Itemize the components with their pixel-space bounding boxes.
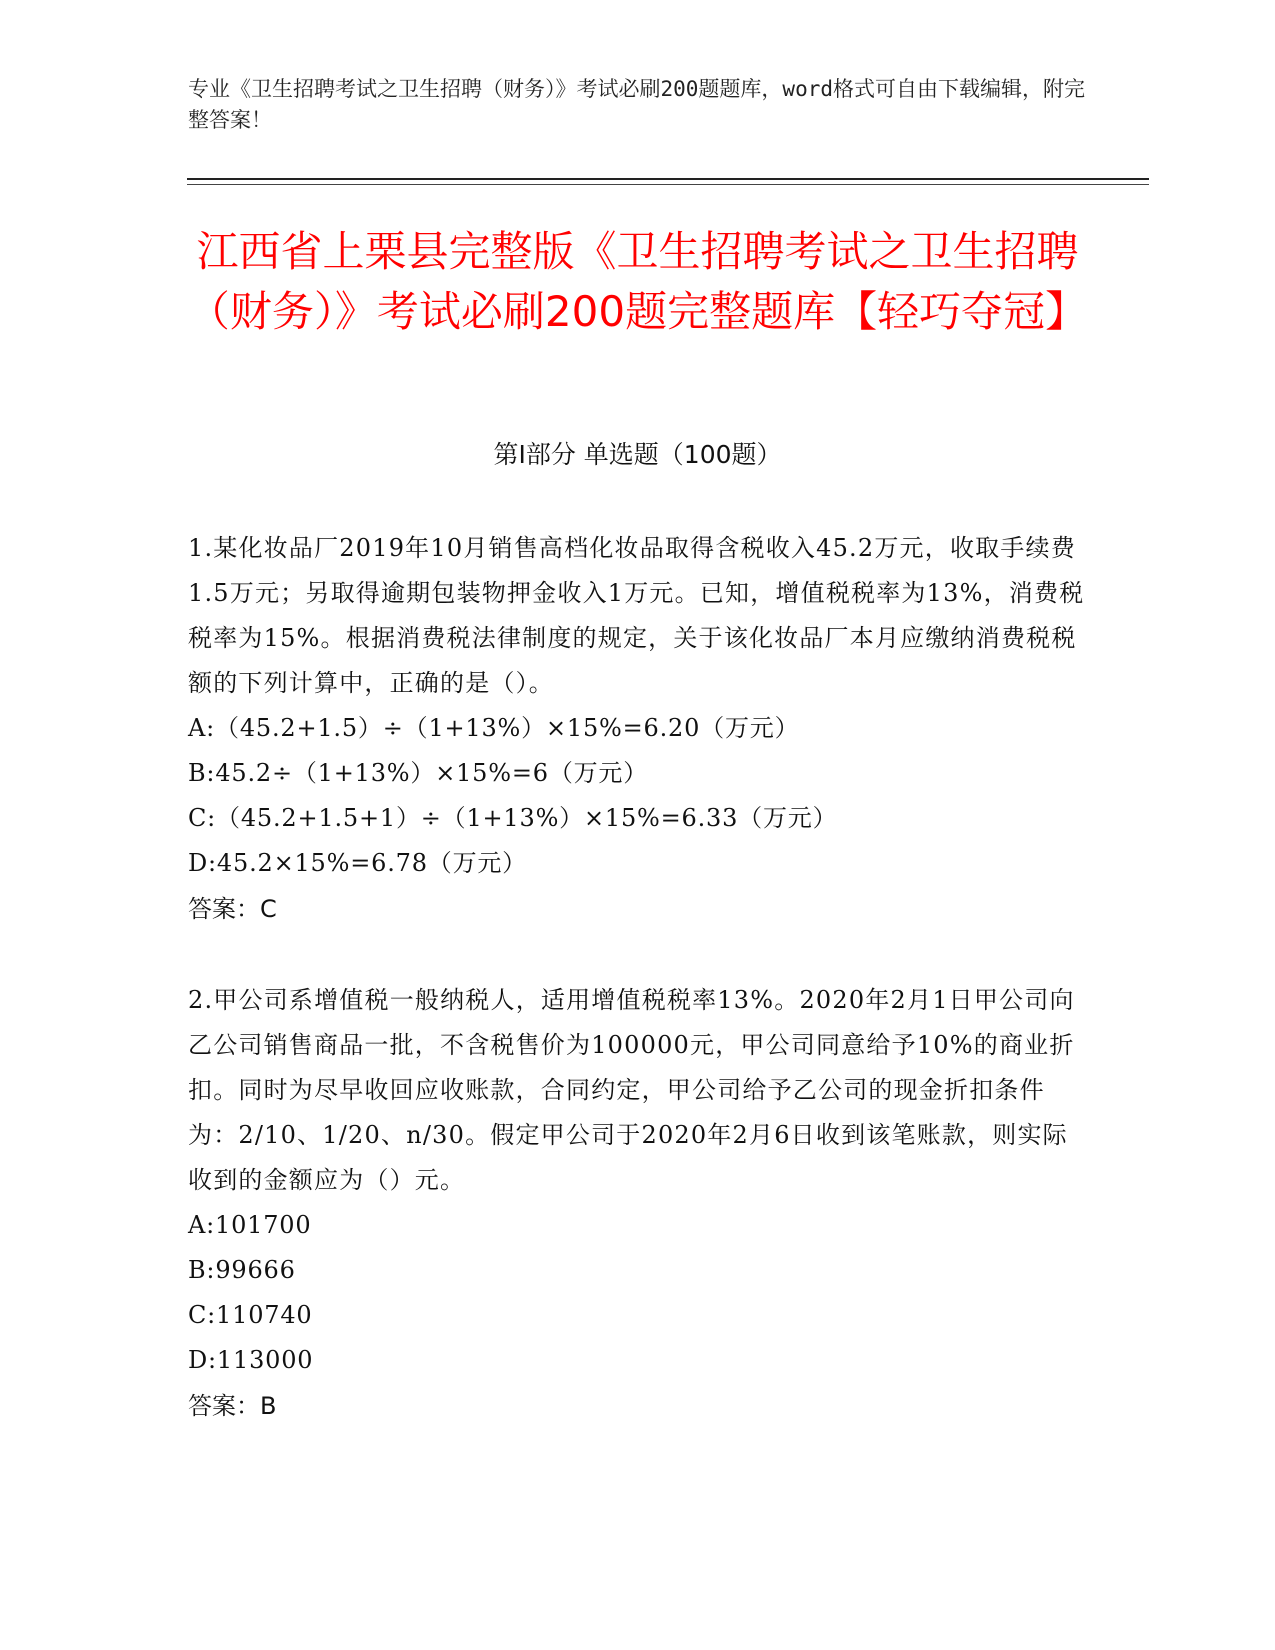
- section-title: 第I部分 单选题（100题）: [493, 440, 782, 469]
- option-b: B:99666: [188, 1256, 296, 1284]
- option-a: A:（45.2+1.5）÷（1+13%）×15%=6.20（万元）: [188, 714, 800, 742]
- document-title: 江西省上栗县完整版《卫生招聘考试之卫生招聘（财务）》考试必刷200题完整题库【轻巧夺冠】: [187, 227, 1088, 336]
- question-stem: 2.甲公司系增值税一般纳税人，适用增值税税率13%。2020年2月1日甲公司向乙公司销售商品一批，不含税售价为100000元，甲公司同意给予10%的商业折扣。同时为尽早收回应收账款，合同约定，甲公司给予乙公司的现金折扣条件为：2/10、1/20、n/30。假定甲公司于2020年2月6日收到该笔账款，则实际收到的金额应为（）元。: [188, 986, 1075, 1194]
- header-note: 专业《卫生招聘考试之卫生招聘（财务）》考试必刷200题题库，word格式可自由下载编辑，附完整答案！: [188, 77, 1085, 132]
- option-c: C:（45.2+1.5+1）÷（1+13%）×15%=6.33（万元）: [188, 804, 838, 832]
- option-c: C:110740: [188, 1301, 313, 1329]
- option-d: D:45.2×15%=6.78（万元）: [188, 849, 527, 877]
- option-a: A:101700: [188, 1211, 312, 1239]
- question-1: [188, 526, 1088, 932]
- header-divider-thick: [187, 178, 1149, 180]
- answer: 答案：C: [188, 895, 277, 923]
- option-d: D:113000: [188, 1346, 314, 1374]
- answer: 答案：B: [188, 1392, 277, 1420]
- option-b: B:45.2÷（1+13%）×15%=6（万元）: [188, 759, 649, 787]
- question-2: [188, 978, 1088, 1429]
- question-stem: 1.某化妆品厂2019年10月销售高档化妆品取得含税收入45.2万元，收取手续费1.5万元；另取得逾期包装物押金收入1万元。已知，增值税税率为13%，消费税税率为15%。根据消费税法律制度的规定，关于该化妆品厂本月应缴纳消费税税额的下列计算中，正确的是（）。: [188, 534, 1085, 697]
- header-divider-thin: [187, 184, 1149, 185]
